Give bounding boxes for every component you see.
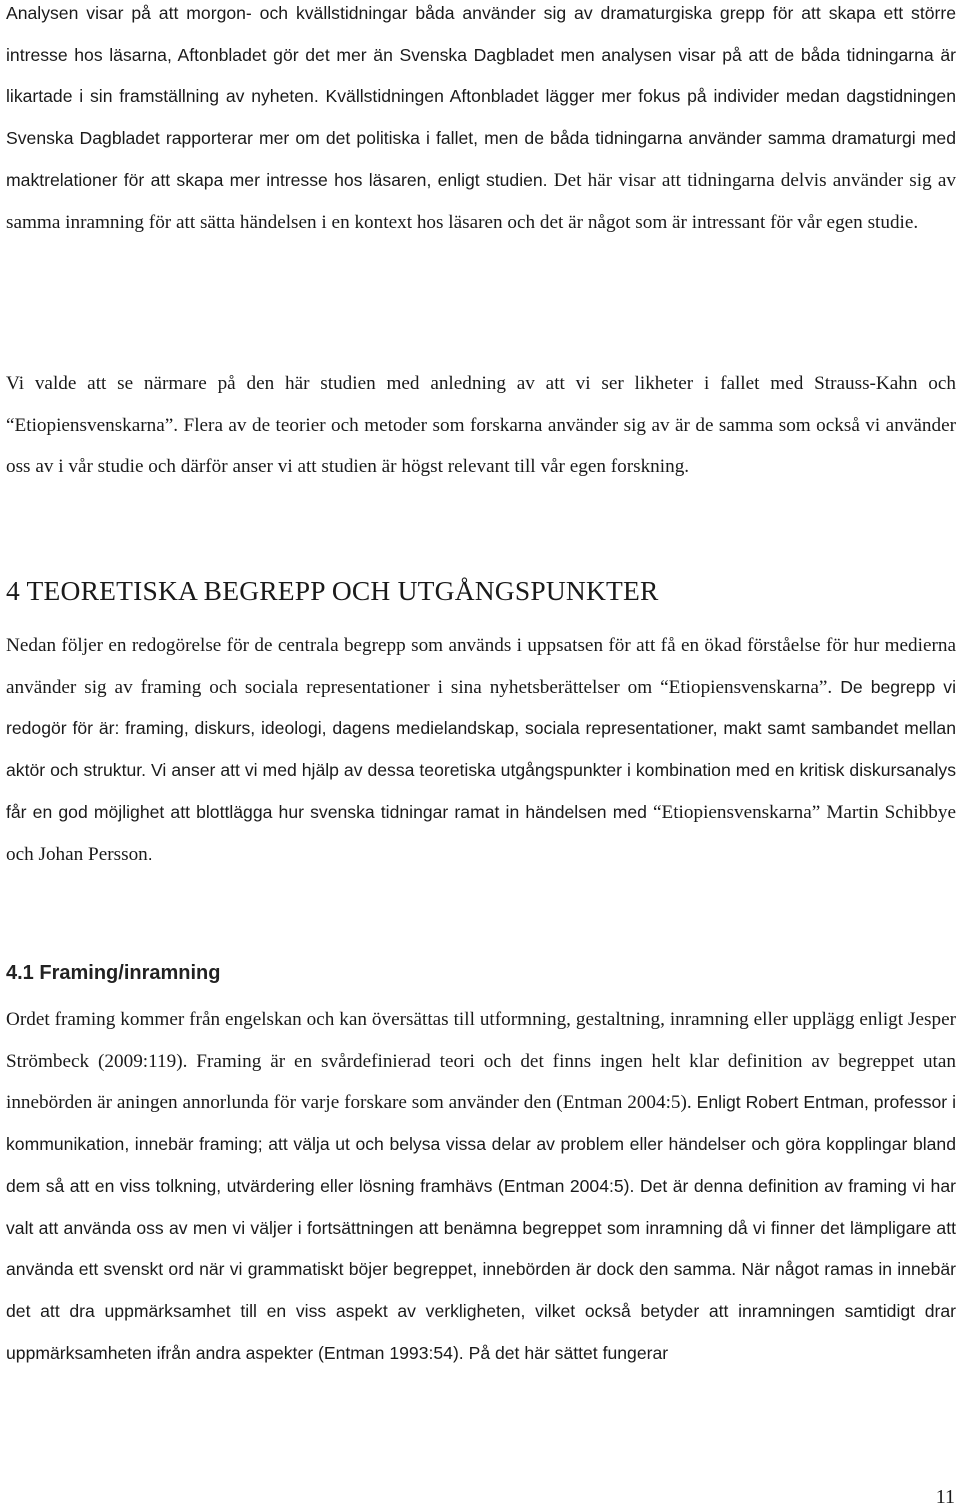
paragraph-3-text-a: Nedan följer en redogörelse för de centrala begrepp som används i uppsatsen för att få en ökad förståelse för hur medierna använder sig av framing och sociala representationer i sina nyhetsberättelser om “Etiopiensvenskarna”. — [6, 635, 956, 698]
paragraph-3-text-d: . — [147, 843, 153, 864]
section-heading: 4 TEORETISKA BEGREPP OCH UTGÅNGSPUNKTER — [6, 575, 659, 606]
paragraph-4-sans-text: Enligt Robert Entman, professor i kommunikation, innebär framing; att välja ut och belysa vissa delar av problem eller händelser och göra kopplingar bland dem så att en viss tolkning, utvärdering eller lösning framhävs (Entman 2004:5). Det är denna definition av framing vi har valt att använda oss av men vi väljer i fortsättningen att benämna begreppet som inramning då vi finner det lämpligare att använda ett svenskt ord när vi grammatiskt böjer begreppet, innebörden är dock den samma. När något ramas in innebär det att dra uppmärksamhet till en viss aspekt av verkligheten, vilket också betyder att inramningen samtidigt drar uppmärksamheten ifrån andra aspekter (Entman 1993:54). På det här sättet fungerar — [6, 1092, 956, 1363]
paragraph-3-text-c: “Etiopiensvenskarna” Martin Schibbye och Johan Persson — [6, 801, 956, 865]
paragraph-3-sans-text: De begrepp vi redogör för är: framing, diskurs, ideologi, dagens medielandskap, sociala representationer, makt samt sambandet mellan aktör och struktur. Vi anser att vi med hjälp av dessa teoretiska utgångspunkter i kombination med en kritisk diskursanalys får en god möjlighet att blottlägga hur svenska tidningar ramat in händelsen med — [6, 676, 956, 822]
paragraph-1-sans-text: Analysen visar på att morgon- och kvällstidningar båda använder sig av dramaturgiska grepp för att skapa ett större intresse hos läsarna, Aftonbladet gör det mer än Svenska Dagbladet men analysen visar på att de båda tidningarna är likartade i sin framställning av nyheten. Kvällstidningen Aftonbladet lägger mer fokus på individer medan dagstidningen Svenska Dagbladet rapporterar mer om det politiska i fallet, men de båda tidningarna använder samma dramaturgi med maktrelationer för att skapa mer intresse hos läsaren, enligt studien. — [6, 3, 956, 190]
paragraph-2-text: Vi valde att se närmare på den här studien med anledning av att vi ser likheter i fallet med Strauss-Kahn och “Etiopiensvenskarna”. Flera av de teorier och metoder som forskarna använder sig av är de samma som också vi använder oss av i vår studie och därför anser vi att studien är högst relevant till vår egen forskning. — [6, 373, 956, 478]
page-number: 11 — [935, 1486, 955, 1508]
paragraph-4-text-a: Ordet framing kommer från engelskan och kan översättas till utformning, gestaltning, inramning eller upplägg enligt Jesper Strömbeck (2009:119). Framing är en svårdefinierad teori och det finns ingen helt klar definition av begreppet utan innebörden är aningen annorlunda för varje forskare som använder den (Entman 2004:5). — [6, 1009, 956, 1114]
subsection-heading: 4.1 Framing/inramning — [6, 962, 221, 984]
paragraph-1 — [6, 0, 956, 243]
paragraph-3 — [6, 625, 956, 875]
paragraph-4 — [6, 999, 956, 1374]
paragraph-1-serif-text: Det här visar att tidningarna delvis använder sig av samma inramning för att sätta händelsen i en kontext hos läsaren och det är något som är intressant för vår egen studie. — [6, 169, 956, 233]
paragraph-2 — [6, 363, 956, 488]
